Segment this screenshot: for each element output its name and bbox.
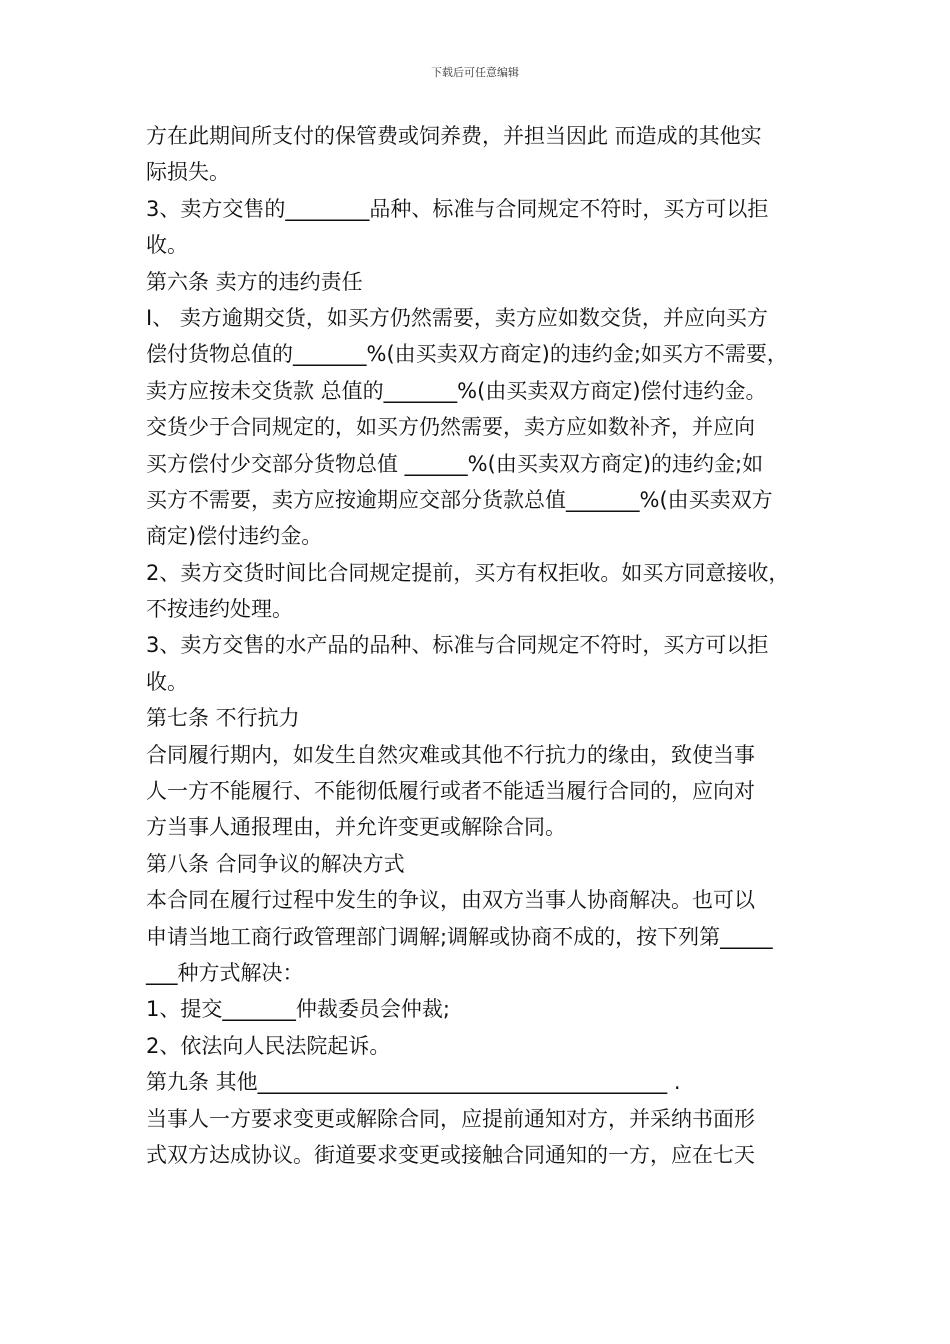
text-line: 买方偿付少交部分货物总值 ______%(由买卖双方商定)的违约金;如 (146, 451, 764, 476)
text-line: 3、卖方交售的水产品的品种、标准与合同规定不符时，买方可以拒 (146, 633, 769, 658)
text-line: 2、依法向人民法院起诉。 (146, 1033, 391, 1058)
text-line: 当事人一方要求变更或解除合同，应提前通知对方，并采纳书面形 (146, 1106, 755, 1131)
document-body (146, 118, 836, 1173)
text-line: 1、提交_______仲裁委员会仲裁; (146, 997, 450, 1022)
text-line: 合同履行期内，如发生自然灾难或其他不行抗力的缘由，致使当事 (146, 742, 755, 767)
text-line: ___种方式解决： (146, 960, 304, 985)
text-line: 式双方达成协议。街道要求变更或接触合同通知的一方，应在七天 (146, 1142, 755, 1167)
text-line: 本合同在履行过程中发生的争议，由双方当事人协商解决。也可以 (146, 888, 755, 913)
text-line: 第六条 卖方的违约责任 (146, 269, 363, 294)
text-line: 第七条 不行抗力 (146, 706, 300, 731)
text-line: 方在此期间所支付的保管费或饲养费，并担当因此 而造成的其他实 (146, 124, 762, 148)
text-line: 收。 (146, 233, 188, 258)
text-line: 收。 (146, 669, 188, 694)
text-line: 卖方应按未交货款 总值的_______%(由买卖双方商定)偿付违约金。 (146, 378, 767, 403)
text-line: 3、卖方交售的________品种、标准与合同规定不符时，买方可以拒 (146, 196, 769, 221)
text-line: 申请当地工商行政管理部门调解;调解或协商不成的，按下列第_____ (146, 924, 773, 949)
text-line: 买方不需要，卖方应按逾期应交部分货款总值_______%(由买卖双方 (146, 487, 773, 512)
text-line: I、 卖方逾期交货，如买方仍然需要，卖方应如数交货，并应向买方 (146, 305, 768, 330)
text-line: 商定)偿付违约金。 (146, 524, 323, 549)
text-line: 2、卖方交货时间比合同规定提前，买方有权拒收。如买方同意接收， (146, 560, 790, 585)
text-line: 人一方不能履行、不能彻低履行或者不能适当履行合同的，应向对 (146, 779, 755, 804)
text-line: 不按违约处理。 (146, 597, 293, 622)
text-line: 第九条 其他_______________________________________ . (146, 1070, 681, 1095)
page-header: 下载后可任意编辑 (431, 66, 519, 79)
text-line: 际损失。 (146, 160, 230, 185)
text-line: 方当事人通报理由，并允许变更或解除合同。 (146, 815, 566, 840)
text-line: 交货少于合同规定的，如买方仍然需要，卖方应如数补齐，并应向 (146, 415, 755, 440)
text-line: 第八条 合同争议的解决方式 (146, 851, 405, 876)
text-line: 偿付货物总值的_______%(由买卖双方商定)的违约金;如买方不需要， (146, 342, 788, 367)
